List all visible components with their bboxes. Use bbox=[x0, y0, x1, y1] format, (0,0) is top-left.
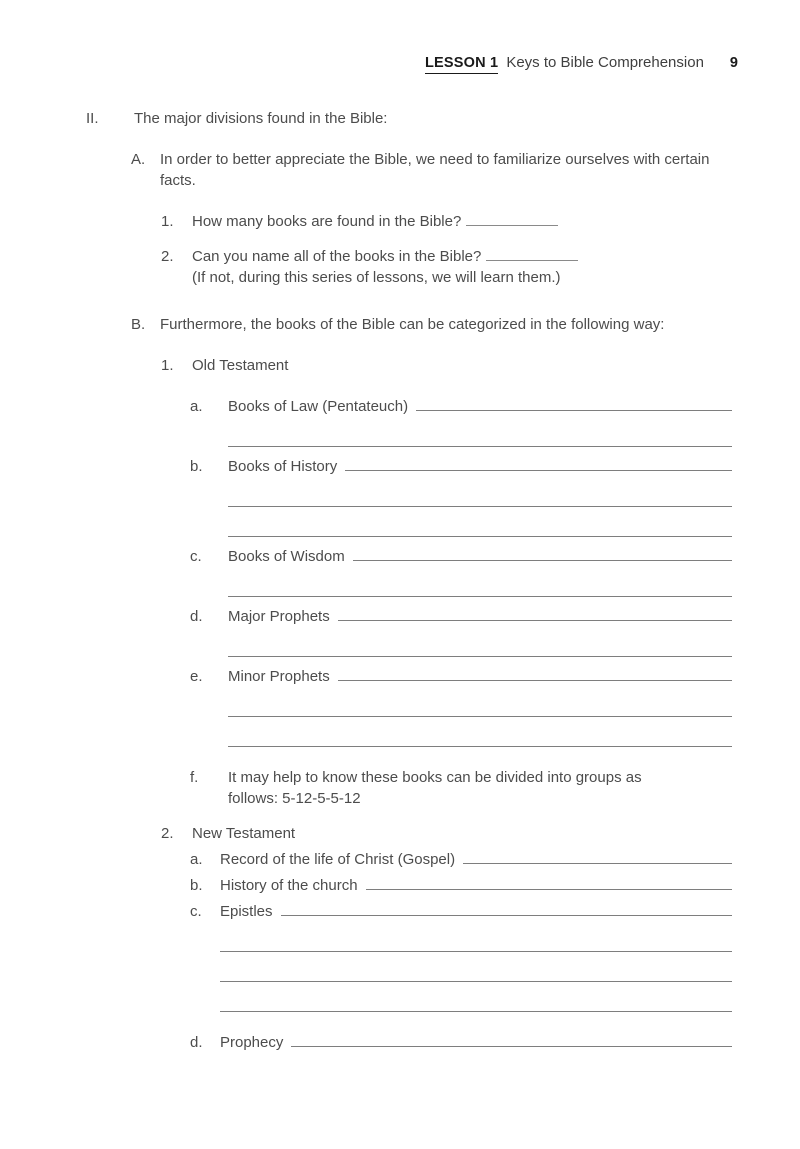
nt-entry-d-content bbox=[220, 1032, 732, 1053]
nt-entry-a-answer-line[interactable] bbox=[463, 851, 732, 864]
nt-entry-c-answer-line[interactable] bbox=[281, 903, 732, 916]
page-title: Keys to Bible Comprehension bbox=[506, 54, 704, 71]
ot-entry-e-content bbox=[228, 666, 732, 747]
ot-entry-d-label: Major Prophets bbox=[228, 608, 330, 625]
ot-entry-c-answer-line[interactable] bbox=[353, 548, 732, 561]
ot-entry-c bbox=[0, 546, 800, 597]
ot-entry-a-label: Books of Law (Pentateuch) bbox=[228, 398, 409, 415]
ot-entry-e-answer-line[interactable] bbox=[338, 668, 732, 681]
question-1-content bbox=[192, 211, 800, 232]
answer-line[interactable] bbox=[228, 716, 732, 717]
ot-entry-f-label: It may help to know these books can be divided into groups as follows: 5-12-5-5-12 bbox=[228, 769, 642, 807]
outline-body bbox=[0, 108, 800, 1053]
nt-entry-a bbox=[0, 849, 800, 870]
ot-entry-d-content bbox=[228, 606, 732, 657]
ot-entry-d bbox=[0, 606, 800, 657]
outline-item-b bbox=[0, 314, 800, 335]
page-header bbox=[64, 55, 738, 81]
nt-entry-d-label: Prophecy bbox=[220, 1034, 284, 1051]
question-1 bbox=[0, 211, 800, 232]
question-1-text: How many books are found in the Bible? bbox=[192, 213, 462, 230]
answer-line[interactable] bbox=[228, 746, 732, 747]
ot-entry-a bbox=[0, 396, 800, 447]
item-b-marker: B. bbox=[131, 316, 146, 333]
question-1-answer-blank[interactable] bbox=[466, 212, 558, 226]
ot-entry-b bbox=[0, 456, 800, 537]
answer-line[interactable] bbox=[220, 951, 732, 952]
ot-entry-a-content bbox=[228, 396, 732, 447]
section-text: The major divisions found in the Bible: bbox=[134, 110, 388, 127]
nt-entry-b-marker: b. bbox=[190, 877, 203, 894]
item-a-marker: A. bbox=[131, 151, 146, 168]
ot-entry-e bbox=[0, 666, 800, 747]
nt-entry-b-label: History of the church bbox=[220, 877, 358, 894]
testament-old bbox=[0, 355, 800, 376]
nt-entry-b bbox=[0, 875, 800, 896]
answer-line[interactable] bbox=[228, 596, 732, 597]
ot-entry-a-marker: a. bbox=[190, 398, 203, 415]
ot-entry-e-extra-lines bbox=[228, 716, 732, 747]
answer-line[interactable] bbox=[220, 1011, 732, 1012]
ot-entry-f-marker: f. bbox=[190, 769, 199, 786]
nt-entry-a-label: Record of the life of Christ (Gospel) bbox=[220, 851, 456, 868]
ot-entry-c-label: Books of Wisdom bbox=[228, 548, 345, 565]
nt-entry-a-content bbox=[220, 849, 732, 870]
section-marker: II. bbox=[86, 110, 99, 127]
testament-new-name: New Testament bbox=[192, 825, 296, 842]
answer-line[interactable] bbox=[220, 981, 732, 982]
ot-entry-b-extra-lines bbox=[228, 506, 732, 537]
nt-entry-c bbox=[0, 901, 800, 1012]
question-2-answer-blank[interactable] bbox=[486, 247, 578, 261]
ot-entry-b-label: Books of History bbox=[228, 458, 338, 475]
item-b-text: Furthermore, the books of the Bible can be categorized in the following way: bbox=[160, 316, 665, 333]
nt-entry-d-marker: d. bbox=[190, 1034, 203, 1051]
ot-entry-f bbox=[0, 767, 800, 809]
ot-entry-d-marker: d. bbox=[190, 608, 203, 625]
testament-old-name: Old Testament bbox=[192, 357, 289, 374]
nt-entry-c-content bbox=[220, 901, 732, 1012]
testament-new-marker: 2. bbox=[161, 825, 174, 842]
question-2 bbox=[0, 246, 800, 288]
question-2-content bbox=[192, 246, 800, 288]
question-2-note: (If not, during this series of lessons, we will learn them.) bbox=[192, 269, 561, 286]
ot-entry-c-extra-lines bbox=[228, 596, 732, 597]
ot-entry-a-answer-line[interactable] bbox=[416, 398, 732, 411]
nt-entry-d bbox=[0, 1032, 800, 1053]
lesson-tag: LESSON 1 bbox=[425, 56, 498, 74]
ot-entry-c-content bbox=[228, 546, 732, 597]
item-a-text: In order to better appreciate the Bible, we need to familiarize ourselves with certain facts. bbox=[160, 151, 710, 189]
nt-entry-c-label: Epistles bbox=[220, 903, 273, 920]
ot-entry-c-marker: c. bbox=[190, 548, 202, 565]
outline-section-ii bbox=[0, 108, 800, 129]
nt-entry-b-answer-line[interactable] bbox=[366, 877, 732, 890]
ot-entry-b-marker: b. bbox=[190, 458, 203, 475]
nt-entry-b-content bbox=[220, 875, 732, 896]
page-number: 9 bbox=[729, 55, 738, 71]
ot-entry-b-content bbox=[228, 456, 732, 537]
ot-entry-d-extra-lines bbox=[228, 656, 732, 657]
testament-new bbox=[0, 823, 800, 844]
ot-entry-a-extra-lines bbox=[228, 446, 732, 447]
answer-line[interactable] bbox=[228, 446, 732, 447]
testament-old-marker: 1. bbox=[161, 357, 174, 374]
ot-entry-e-marker: e. bbox=[190, 668, 203, 685]
nt-entry-a-marker: a. bbox=[190, 851, 203, 868]
nt-entry-d-answer-line[interactable] bbox=[291, 1034, 732, 1047]
answer-line[interactable] bbox=[228, 656, 732, 657]
ot-entry-d-answer-line[interactable] bbox=[338, 608, 732, 621]
ot-entry-e-label: Minor Prophets bbox=[228, 668, 330, 685]
nt-entry-c-extra-lines bbox=[220, 951, 732, 1012]
answer-line[interactable] bbox=[228, 506, 732, 507]
answer-line[interactable] bbox=[228, 536, 732, 537]
outline-item-a bbox=[0, 149, 800, 191]
ot-entry-b-answer-line[interactable] bbox=[345, 458, 732, 471]
question-2-text: Can you name all of the books in the Bible? bbox=[192, 248, 482, 265]
question-2-marker: 2. bbox=[161, 248, 174, 265]
question-1-marker: 1. bbox=[161, 213, 174, 230]
nt-entry-c-marker: c. bbox=[190, 903, 202, 920]
